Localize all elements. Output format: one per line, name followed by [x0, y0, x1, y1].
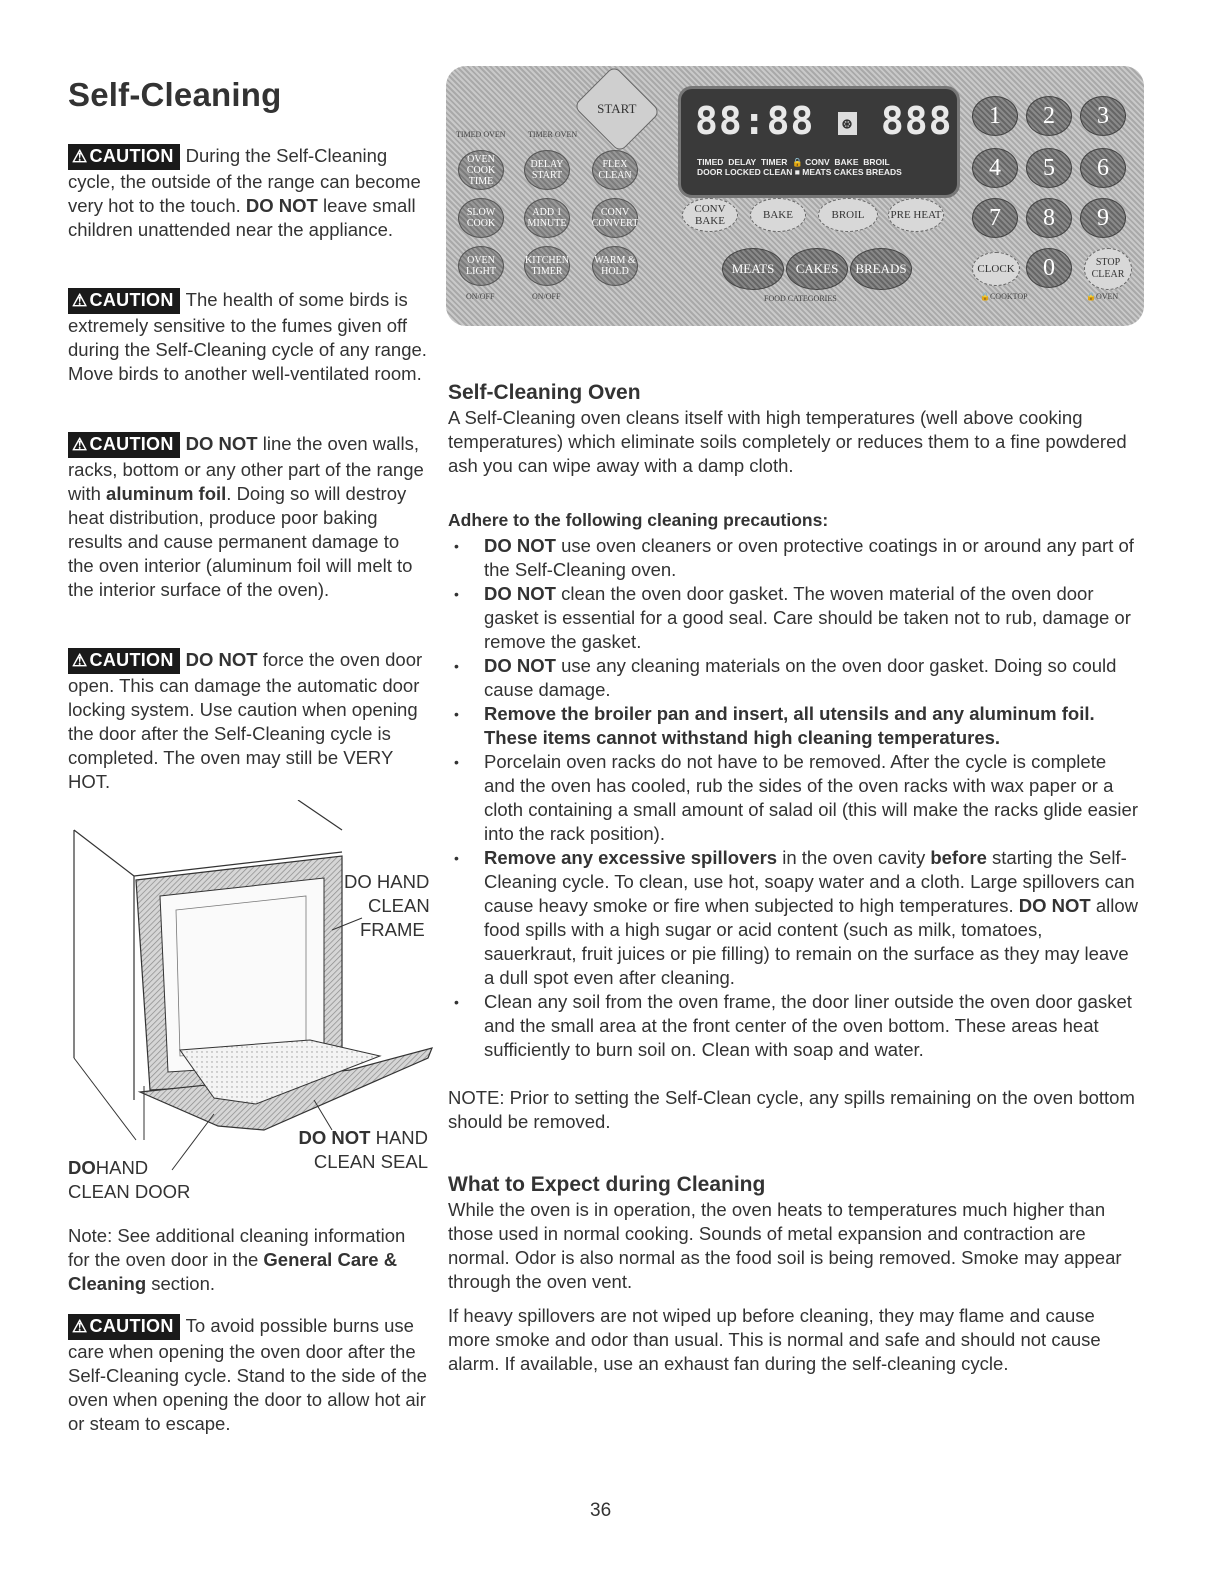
conv-convert-button[interactable]: CONV CONVERT — [592, 198, 638, 238]
panel-label: ON/OFF — [466, 292, 495, 301]
bake-button[interactable]: BAKE — [750, 198, 806, 232]
warning-icon: ⚠ — [72, 147, 88, 166]
expect-paragraph: While the oven is in operation, the oven heats to temperatures much higher than those used in normal cooking. Sounds of metal expansion and contraction are normal. Odor is also normal as the food soil is being removed. Smoke may appear through the oven vent. — [448, 1199, 1122, 1292]
caution-birds: ⚠ CAUTION The health of some birds is extremely sensitive to the fumes given off during the Self-Cleaning cycle of any range. Move birds to another well-ventilated room. — [68, 289, 427, 384]
warm-hold-button[interactable]: WARM & HOLD — [592, 246, 638, 286]
list-item: • Porcelain oven racks do not have to be removed. After the cycle is complete and the oven has cooled, rub the sides of the oven racks with wax paper or a cloth containing a small amount of salad oil (this will make the racks glide easier into the rack position). — [448, 750, 1138, 846]
number-key-1[interactable]: 1 — [972, 96, 1018, 136]
lock-icon: 🔒 — [792, 157, 803, 167]
section-heading: What to Expect during Cleaning — [448, 1173, 766, 1196]
page-title: Self-Cleaning — [68, 76, 282, 113]
display-digits: 88:88 ⊛ 888 — [695, 99, 953, 143]
list-item: • DO NOT clean the oven door gasket. The woven material of the oven door gasket is essential for a good seal. Care should be taken not to rub, damage or remove the gasket. — [448, 582, 1138, 654]
start-button[interactable]: START — [573, 66, 661, 153]
slow-cook-button[interactable]: SLOW COOK — [458, 198, 504, 238]
number-key-4[interactable]: 4 — [972, 148, 1018, 188]
expect-paragraph: If heavy spillovers are not wiped up before cleaning, they may flame and cause more smoke and odor than usual. This is normal and safe and should not cause alarm. If available, use an exhaust fan during the self-cleaning cycle. — [448, 1305, 1101, 1374]
oven-diagram — [60, 800, 440, 1200]
cooktop-lockout-label: 🔒COOKTOP — [980, 292, 1028, 301]
caution-badge: ⚠ CAUTION — [68, 288, 180, 314]
note-paragraph: NOTE: Prior to setting the Self-Clean cycle, any spills remaining on the oven bottom should be removed. — [448, 1087, 1135, 1132]
panel-label: TIMER OVEN — [528, 130, 578, 139]
number-key-8[interactable]: 8 — [1026, 198, 1072, 238]
list-item: • Clean any soil from the oven frame, the door liner outside the oven door gasket and the small area at the front center of the oven bottom. These areas heat sufficiently to burn soil on. Clean with soap and water. — [448, 990, 1138, 1062]
panel-label: FOOD CATEGORIES — [764, 294, 837, 303]
page-number: 36 — [590, 1500, 612, 1521]
oven-light-button[interactable]: OVEN LIGHT — [458, 246, 504, 286]
oven-cook-time-button[interactable]: OVEN COOK TIME — [458, 150, 504, 190]
flex-clean-button[interactable]: FLEX CLEAN — [592, 150, 638, 190]
warning-icon: ⚠ — [72, 291, 88, 310]
caution-badge: ⚠ CAUTION — [68, 432, 180, 458]
label-seal: DO NOT HAND CLEAN SEAL — [298, 1127, 428, 1172]
kitchen-timer-button[interactable]: KITCHEN TIMER — [524, 246, 570, 286]
number-key-7[interactable]: 7 — [972, 198, 1018, 238]
fan-icon: ⊛ — [838, 112, 857, 135]
delay-start-button[interactable]: DELAY START — [524, 150, 570, 190]
number-key-5[interactable]: 5 — [1026, 148, 1072, 188]
clock-button[interactable]: CLOCK — [972, 252, 1020, 286]
warning-icon: ⚠ — [72, 651, 88, 670]
number-key-0[interactable]: 0 — [1026, 248, 1072, 288]
lock-icon: 🔒 — [1086, 292, 1096, 301]
oven-lockout-label: 🔒OVEN — [1086, 292, 1119, 301]
list-item: • Remove the broiler pan and insert, all utensils and any aluminum foil. These items cannot withstand high cleaning temperatures. — [448, 702, 1138, 750]
panel-label: ON/OFF — [532, 292, 561, 301]
preheat-button[interactable]: PRE HEAT — [888, 198, 944, 232]
lock-icon: 🔒 — [980, 292, 990, 301]
intro-paragraph: A Self-Cleaning oven cleans itself with high temperatures (well above cooking temperatures) which eliminate soils completely or reduces them to a fine powdered ash you can wipe away with a damp cloth. — [448, 407, 1127, 476]
control-panel — [446, 66, 1144, 326]
broil-button[interactable]: BROIL — [818, 198, 878, 232]
number-key-9[interactable]: 9 — [1080, 198, 1126, 238]
number-key-6[interactable]: 6 — [1080, 148, 1126, 188]
list-item: • DO NOT use any cleaning materials on the oven door gasket. Doing so could cause damage. — [448, 654, 1138, 702]
caution-burns: ⚠ CAUTION To avoid possible burns use care when opening the oven door after the Self-Cleaning cycle. Stand to the side of the oven when opening the door to allow hot air or steam to escape. — [68, 1315, 427, 1434]
meats-button[interactable]: MEATS — [722, 248, 784, 290]
section-heading: Self-Cleaning Oven — [448, 381, 641, 404]
self-cleaning-oven-section — [448, 380, 1138, 1376]
panel-label: TIMED OVEN — [456, 130, 506, 139]
caution-badge: ⚠ CAUTION — [68, 1314, 180, 1340]
caution-foil: ⚠ CAUTION DO NOT line the oven walls, racks, bottom or any other part of the range with aluminum foil. Doing so will destroy heat distribution, produce poor baking results and cause permanent damage to the oven interior (aluminum foil will melt to the interior surface of the oven). — [68, 433, 424, 600]
warning-icon: ⚠ — [72, 435, 88, 454]
number-key-3[interactable]: 3 — [1080, 96, 1126, 136]
display-labels: TIMED DELAY TIMER 🔒 CONV BAKE BROIL DOOR LOCKED CLEAN ■ MEATS CAKES BREADS — [697, 157, 902, 177]
precautions-heading: Adhere to the following cleaning precautions: — [448, 510, 829, 530]
caution-children: ⚠ CAUTION During the Self-Cleaning cycle, the outside of the range can become very hot to the touch. DO NOT leave small children unattended near the appliance. — [68, 145, 421, 240]
list-item: • Remove any excessive spillovers in the oven cavity before starting the Self-Cleaning cycle. To clean, use hot, soapy water and a cloth. Large spillovers can cause heavy smoke or fire when subjected to high temperatures. DO NOT allow food spills with a high sugar or acid content (such as milk, tomatoes, sauerkraut, fruit juices or pie filling) to remain on the surface as they may leave a dull spot even after cleaning. — [448, 846, 1138, 990]
list-item: • DO NOT use oven cleaners or oven protective coatings in or around any part of the Self-Cleaning oven. — [448, 534, 1138, 582]
oven-display — [678, 86, 960, 198]
number-key-2[interactable]: 2 — [1026, 96, 1072, 136]
caution-door: ⚠ CAUTION DO NOT force the oven door open. This can damage the automatic door locking system. Use caution when opening the door after the Self-Cleaning cycle is completed. The oven may still be VERY HOT. — [68, 649, 423, 792]
caution-badge: ⚠ CAUTION — [68, 648, 180, 674]
add-minute-button[interactable]: ADD 1 MINUTE — [524, 198, 570, 238]
stop-clear-button[interactable]: STOP CLEAR — [1084, 248, 1132, 290]
breads-button[interactable]: BREADS — [850, 248, 912, 290]
cakes-button[interactable]: CAKES — [786, 248, 848, 290]
label-door: DOHAND CLEAN DOOR — [68, 1157, 191, 1202]
conv-bake-button[interactable]: CONV BAKE — [682, 198, 738, 232]
note-general-care: Note: See additional cleaning information for the oven door in the General Care & Cleaning section. — [68, 1225, 406, 1294]
precautions-list — [448, 534, 1138, 1062]
warning-icon: ⚠ — [72, 1317, 88, 1336]
caution-badge: ⚠ CAUTION — [68, 144, 180, 170]
label-frame: DO HAND CLEAN FRAME — [344, 871, 430, 940]
